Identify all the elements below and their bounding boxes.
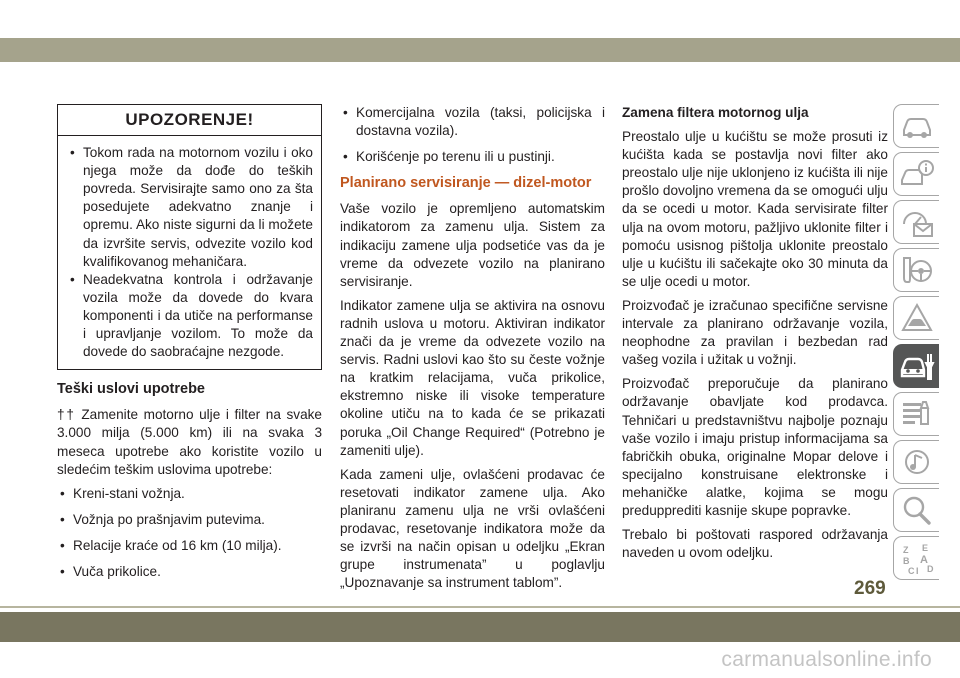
watermark: carmanualsonline.info	[721, 648, 932, 671]
warning-item: • Neadekvatna kontrola i održavanje vozila može da dovede do kvara komponenti i da utiče na performanse i upravljanje vozilom. To može da dovede do saobraćajne nezgode.	[66, 271, 313, 361]
tab-steering[interactable]	[893, 248, 939, 292]
index-letter: B	[903, 556, 910, 566]
index-letter: C	[908, 566, 915, 576]
column-right	[622, 104, 888, 568]
warning-list	[66, 144, 313, 361]
car-icon	[900, 110, 934, 142]
tab-index[interactable]	[893, 536, 939, 580]
list-item: • Komercijalna vozila (taksi, policijska i dostavna vozila).	[340, 104, 605, 140]
index-letters-icon	[900, 542, 936, 576]
specs-list-icon	[900, 398, 934, 430]
column-left	[57, 104, 322, 589]
tab-warning[interactable]	[893, 296, 939, 340]
heavy-use-heading: Teški uslovi upotrebe	[57, 381, 205, 398]
index-letter: E	[922, 543, 929, 553]
list-item: • Vuča prikolice.	[57, 563, 322, 581]
dashboard-message-icon	[900, 206, 934, 238]
tab-multimedia[interactable]	[893, 440, 939, 484]
filter-paragraph: Proizvođač je izračunao specifične servisne intervale za planirano održavanje vozila, neophodne za pravilan i bezbedan rad vašeg vozila i užitak u vožnji.	[622, 297, 888, 368]
filter-paragraph: Preostalo ulje u kućištu se može prosuti iz kućišta kada se postavlja novi filter ako preostalo ulje nije uklonjeno iz kućišta ili nije prošlo dovoljno vremena da se omogući ulju da se ocedi u motor. Kada servisirate filter ulja na ovom motoru, pažljivo uklonite filter i pomoću usisnog pištolja uklonite preostalo ulje u kućištu ili sačekajte oko 30 minuta da se ulje ocedi u motor.	[622, 129, 888, 289]
tab-specs[interactable]	[893, 392, 939, 436]
list-item: • Korišćenje po terenu ili u pustinji.	[340, 148, 605, 166]
footer-line	[0, 606, 960, 608]
list-item: • Vožnja po prašnjavim putevima.	[57, 511, 322, 529]
list-item: • Kreni-stani vožnja.	[57, 485, 322, 503]
heavy-use-list-continued	[340, 104, 605, 166]
diesel-heading: Planirano servisiranje — dizel-motor	[340, 175, 592, 192]
search-icon	[900, 494, 934, 526]
index-letter: A	[920, 554, 928, 566]
warning-item: • Tokom rada na motornom vozilu i oko njega može da dođe do teških povreda. Servisirajte samo ono za šta posedujete adekvatno znanje i opremu. Ako niste sigurni da li možete da izvršite servis, odvezite vozilo kod kvalifikovanog mehaničara.	[66, 144, 313, 271]
footer-band	[0, 612, 960, 642]
car-info-icon	[900, 158, 934, 190]
filter-paragraph: Proizvođač preporučuje da planirano održavanje obavljate kod prodavca. Tehničari u predstavništvu najbolje poznaju vaše vozilo i imaju pristup informacijama sa fabričkih obuka, originalne Mopar delove i specijalno konstruisane elektronske i mehaničke alatke, kojima se mogu predupprediti kasnije skupe popravke.	[622, 376, 888, 518]
steering-wheel-icon	[900, 254, 934, 286]
diesel-paragraph: Kada zameni ulje, ovlašćeni prodavac će resetovati indikator zamene ulja. Ako planiranu zamenu ulja ne vrši ovlašćeni prodavac, resetovanje indikatora može da se izvrši na način opisan u odeljku „Ekran grupe instrumenata” u poglavlju „Upoznavanje sa instrument tablom”.	[340, 466, 605, 591]
header-band	[0, 0, 960, 62]
index-letter: I	[916, 566, 919, 576]
multimedia-icon	[900, 446, 934, 478]
index-letter: D	[927, 564, 934, 574]
list-item: • Relacije kraće od 16 km (10 milja).	[57, 537, 322, 555]
column-middle	[340, 104, 605, 598]
warning-title: UPOZORENJE!	[58, 105, 321, 136]
index-letter: Z	[903, 545, 909, 555]
tab-maintenance[interactable]	[893, 344, 939, 388]
tab-dashboard[interactable]	[893, 200, 939, 244]
tab-car[interactable]	[893, 104, 939, 148]
heavy-use-list	[57, 485, 322, 581]
filter-heading: Zamena filtera motornog ulja	[622, 105, 809, 120]
heavy-use-intro: †† Zamenite motorno ulje i filter na svake 3.000 milja (5.000 km) ili na svaka 3 meseca upotrebe ako koristite vozilo u sledećim teškim uslovima upotrebe:	[57, 407, 322, 477]
header-bar	[0, 38, 960, 62]
tab-search[interactable]	[893, 488, 939, 532]
warning-box	[57, 104, 322, 370]
tab-car-info[interactable]	[893, 152, 939, 196]
car-wrench-icon	[900, 350, 936, 382]
diesel-paragraph: Indikator zamene ulja se aktivira na osnovu radnih uslova u motoru. Aktiviran indikator znači da je vreme da odvezete vozilo na servis. Radni uslovi kao što su česte vožnje na kratkim relacijama, vuča prikolice, ekstremno niske ili visoke temperature okoline utiču na to kada će se prikazati poruka „Oil Change Required“ (Potrebno je zameniti ulje).	[340, 297, 605, 458]
diesel-paragraph: Vaše vozilo je opremljeno automatskim indikatorom za zamenu ulja. Sistem za indikaciju zamene ulja podsetiće vas da je vreme da odvezete vozilo na planirano servisiranje.	[340, 201, 605, 289]
page-number: 269	[854, 578, 886, 599]
filter-paragraph: Trebalo bi poštovati raspored održavanja naveden u ovom odeljku.	[622, 527, 888, 561]
warning-triangle-icon	[900, 302, 934, 334]
